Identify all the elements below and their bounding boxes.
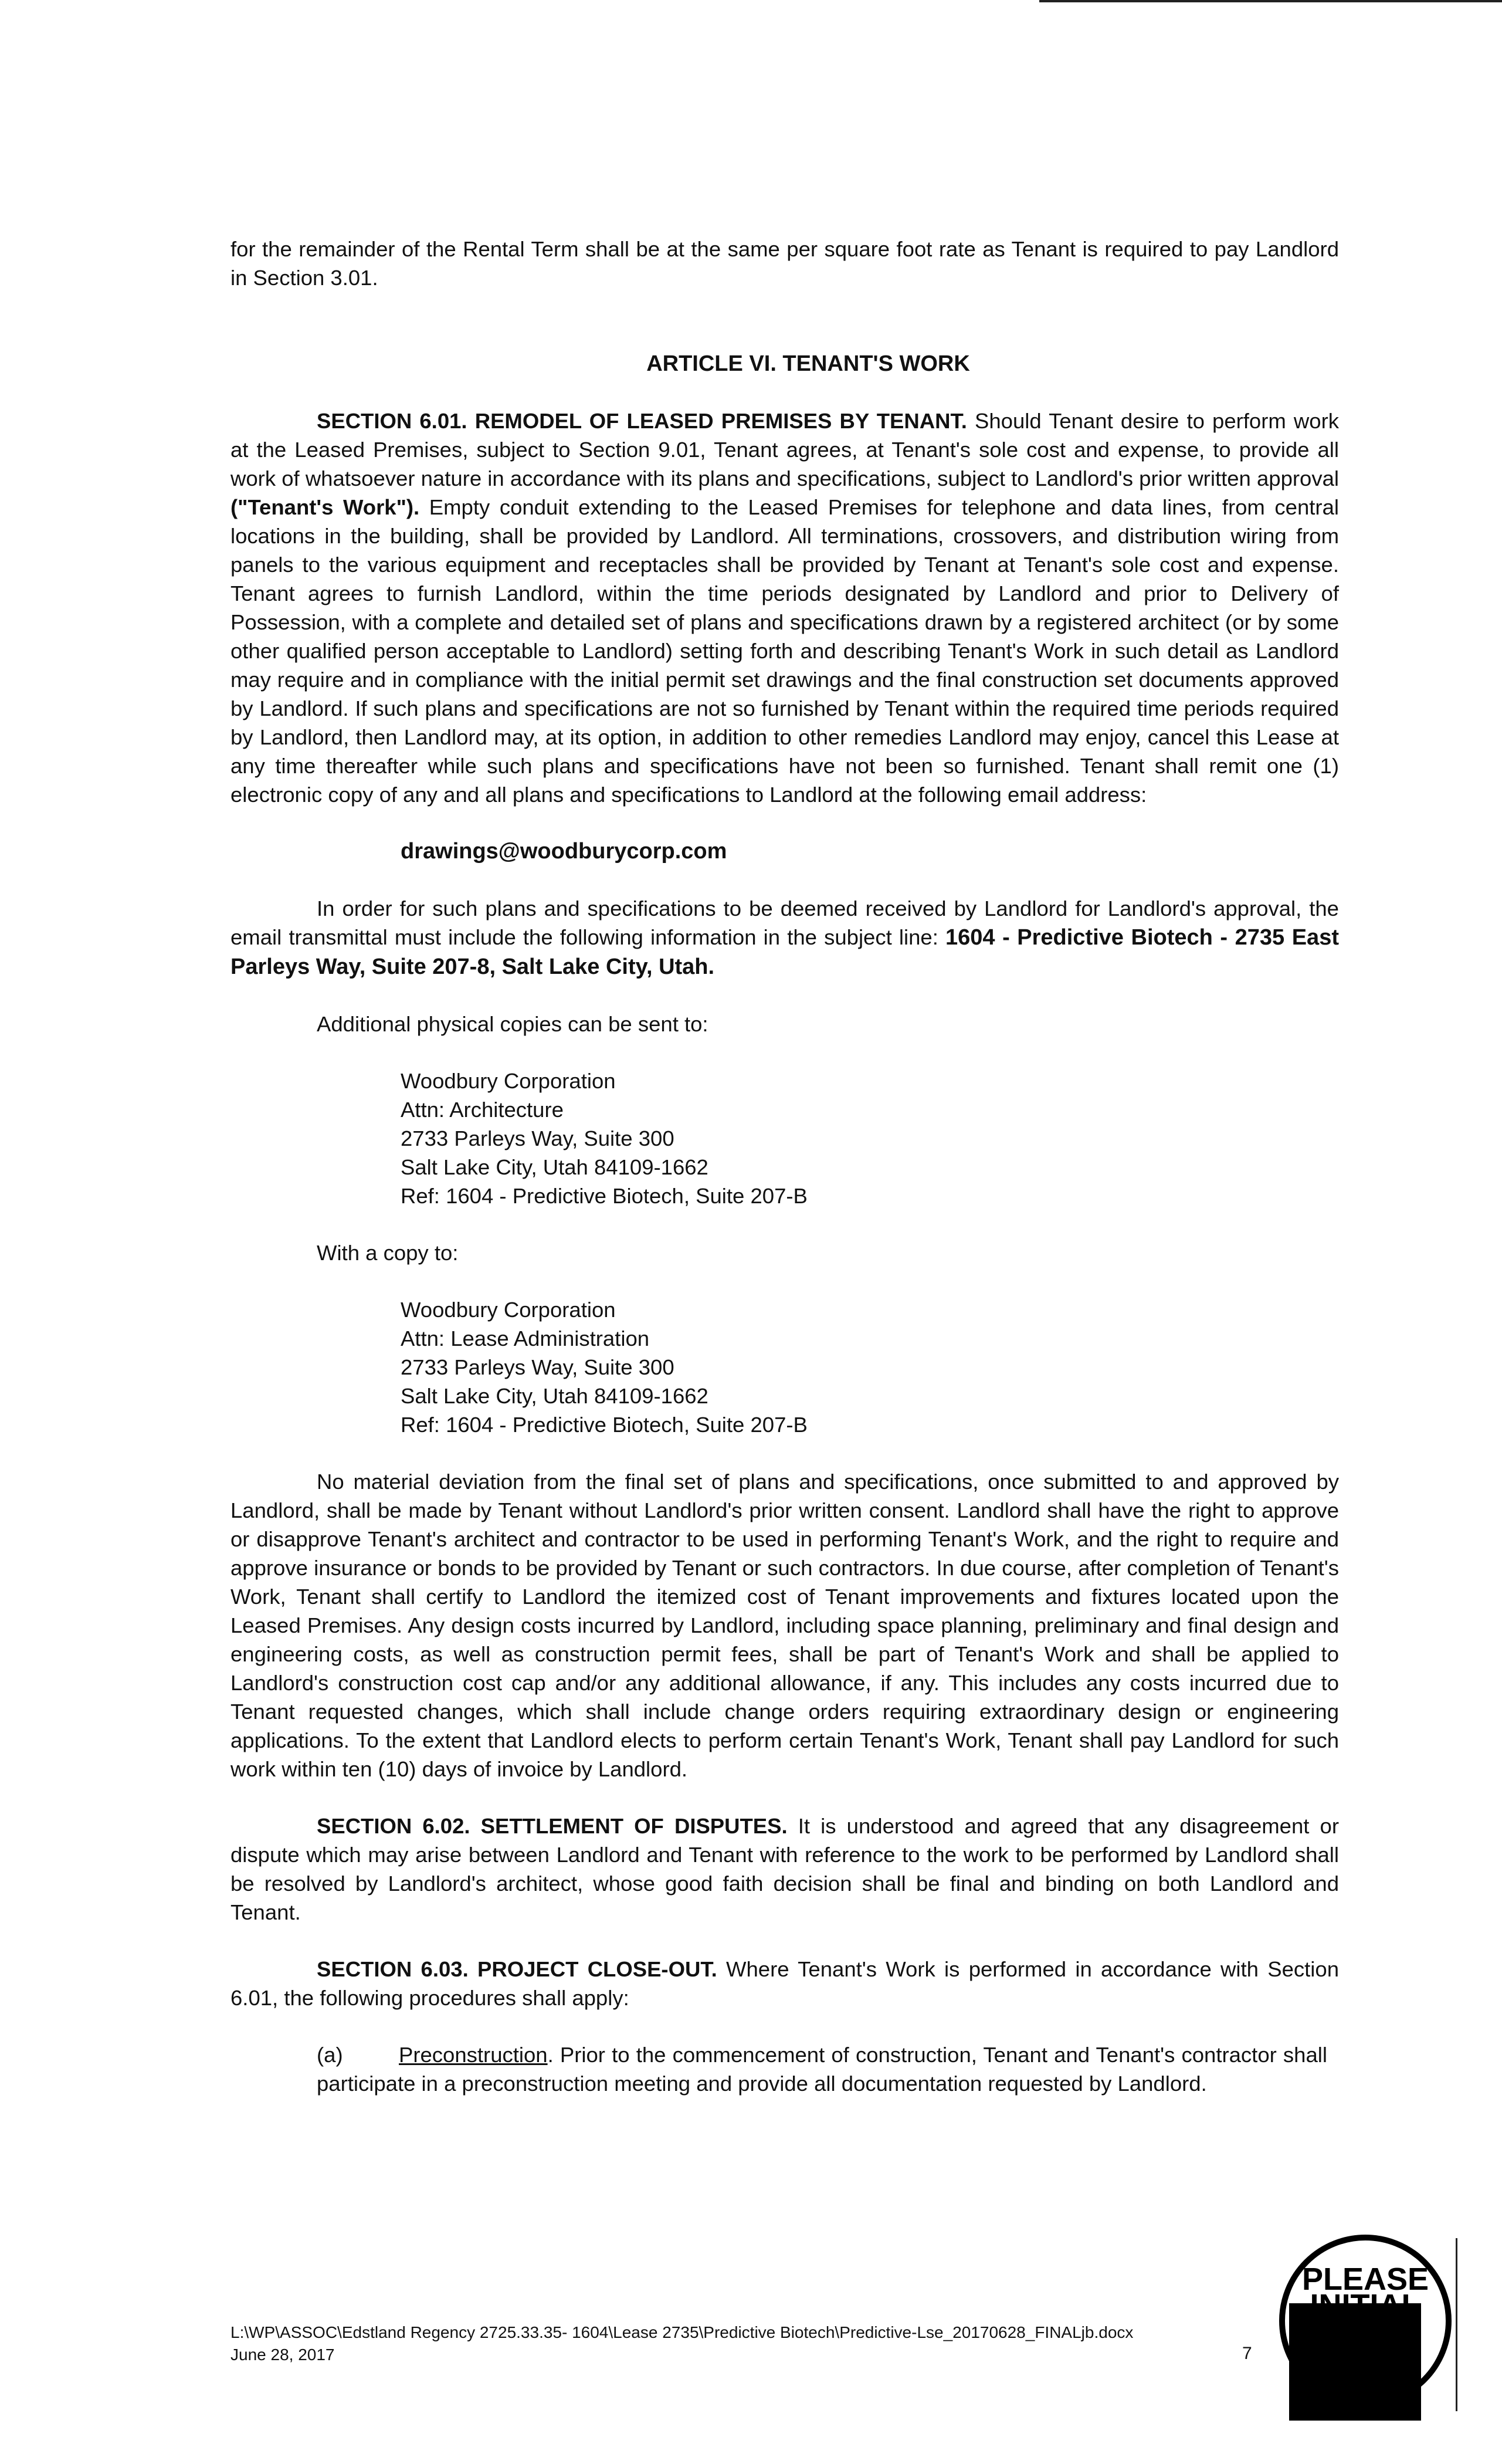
please-initial-stamp <box>1277 2234 1453 2422</box>
item-a-text: . Prior to the commencement of construction, Tenant and Tenant's contractor shall participate in a preconstruction meeting and provide all documentation requested by Landlord. <box>317 2043 1327 2096</box>
section-6-03-text: Where Tenant's Work is performed in accordance with Section 6.01, the following procedures shall apply: <box>230 1957 1339 2010</box>
section-6-03-paragraph <box>230 1955 1339 2012</box>
drawings-email[interactable]: drawings@woodburycorp.com <box>401 839 727 864</box>
intro-paragraph: for the remainder of the Rental Term shall be at the same per square foot rate as Tenant is required to pay Landlord in Section 3.01. <box>230 237 1339 290</box>
physical-copies-label: Additional physical copies can be sent to: <box>317 1012 708 1036</box>
document-body <box>230 235 1339 2098</box>
subject-line-value: 1604 - Predictive Biotech - 2735 East Parleys Way, Suite 207-8, Salt Lake City, Utah. <box>230 925 1339 979</box>
address-line: Woodbury Corporation <box>401 1069 616 1093</box>
subject-line-paragraph <box>230 894 1339 981</box>
subject-line-intro: In order for such plans and specifications to be deemed received by Landlord for Landlord's approval, the email transmittal must include the following information in the subject line: <box>230 896 1339 949</box>
item-a-label: (a) <box>317 2043 343 2067</box>
section-6-02-paragraph <box>230 1812 1339 1927</box>
section-6-01-heading: SECTION 6.01. REMODEL OF LEASED PREMISES BY TENANT. <box>317 409 967 433</box>
address-line: Salt Lake City, Utah 84109-1662 <box>401 1384 708 1408</box>
lease-admin-address <box>401 1295 1339 1439</box>
tenants-work-term: ("Tenant's Work"). <box>230 495 420 519</box>
deviation-paragraph: No material deviation from the final set of plans and specifications, once submitted to and approved by Landlord, shall be made by Tenant without Landlord's prior written consent. Landlord shall have the right to approve or disapprove Tenant's architect and contractor to be used in performing Tenant's Work, and the right to require and approve insurance or bonds to be provided by Tenant or such contractors. In due course, after completion of Tenant's Work, Tenant shall certify to Landlord the itemized cost of Tenant improvements and fixtures located upon the Leased Premises. Any design costs incurred by Landlord, including space planning, preliminary and final design and engineering costs, as well as construction permit fees, shall be part of Tenant's Work and shall be applied to Landlord's construction cost cap and/or any additional allowance, if any. This includes any costs incurred due to Tenant requested changes, which shall include change orders requiring extraordinary design or engineering applications. To the extent that Landlord elects to perform certain Tenant's Work, Tenant shall pay Landlord for such work within ten (10) days of invoice by Landlord. <box>230 1470 1339 1781</box>
address-line: 2733 Parleys Way, Suite 300 <box>401 1355 674 1379</box>
section-6-02-text: It is understood and agreed that any disagreement or dispute which may arise between Landlord and Tenant with reference to the work to be performed by Landlord shall be resolved by Landlord's architect, whose good faith decision shall be final and binding on both Landlord and Tenant. <box>230 1814 1339 1924</box>
section-6-01-paragraph <box>230 407 1339 809</box>
copy-to-label: With a copy to: <box>317 1241 459 1265</box>
stamp-text-please: PLEASE <box>1301 2262 1429 2297</box>
footer-file-path: L:\WP\ASSOC\Edstland Regency 2725.33.35- 1604\Lease 2735\Predictive Biotech\Predictive-Lse_20170628_FINALjb.docx <box>230 2323 1134 2341</box>
item-a-title: Preconstruction <box>399 2043 548 2067</box>
address-line: Ref: 1604 - Predictive Biotech, Suite 207-B <box>401 1413 808 1437</box>
article-title: ARTICLE VI. TENANT'S WORK <box>646 351 970 376</box>
address-line: Woodbury Corporation <box>401 1298 616 1322</box>
address-line: 2733 Parleys Way, Suite 300 <box>401 1126 674 1150</box>
top-rule <box>1039 0 1502 2</box>
section-6-02-heading: SECTION 6.02. SETTLEMENT OF DISPUTES. <box>317 1814 788 1838</box>
initial-box-redaction <box>1289 2303 1421 2421</box>
item-a-paragraph <box>317 2040 1327 2098</box>
footer-date: June 28, 2017 <box>230 2345 335 2364</box>
page-number: 7 <box>1242 2344 1252 2363</box>
section-6-03-heading: SECTION 6.03. PROJECT CLOSE-OUT. <box>317 1957 717 1981</box>
margin-rule <box>1456 2238 1457 2411</box>
address-line: Attn: Lease Administration <box>401 1326 650 1351</box>
address-line: Salt Lake City, Utah 84109-1662 <box>401 1155 708 1179</box>
section-6-01-text-b: Empty conduit extending to the Leased Premises for telephone and data lines, from central locations in the building, shall be provided by Landlord. All terminations, crossovers, and distribution wiring from panels to the various equipment and receptacles shall be provided by Tenant at Tenant's sole cost and expense. Tenant agrees to furnish Landlord, within the time periods designated by Landlord and prior to Delivery of Possession, with a complete and detailed set of plans and specifications drawn by a registered architect (or by some other qualified person acceptable to Landlord) setting forth and describing Tenant's Work in such detail as Landlord may require and in compliance with the initial permit set drawings and the final construction set documents approved by Landlord. If such plans and specifications are not so furnished by Tenant within the required time periods required by Landlord, then Landlord may, at its option, in addition to other remedies Landlord may enjoy, cancel this Lease at any time thereafter while such plans and specifications have not been so furnished. Tenant shall remit one (1) electronic copy of any and all plans and specifications to Landlord at the following email address: <box>230 495 1339 807</box>
address-line: Attn: Architecture <box>401 1098 564 1122</box>
architecture-address <box>401 1067 1339 1210</box>
section-6-01-text-a: Should Tenant desire to perform work at the Leased Premises, subject to Section 9.01, Tenant agrees, at Tenant's sole cost and expense, to provide all work of whatsoever nature in accordance with its plans and specifications, subject to Landlord's prior written approval <box>230 409 1339 490</box>
footer <box>230 2321 1133 2366</box>
address-line: Ref: 1604 - Predictive Biotech, Suite 207-B <box>401 1184 808 1208</box>
